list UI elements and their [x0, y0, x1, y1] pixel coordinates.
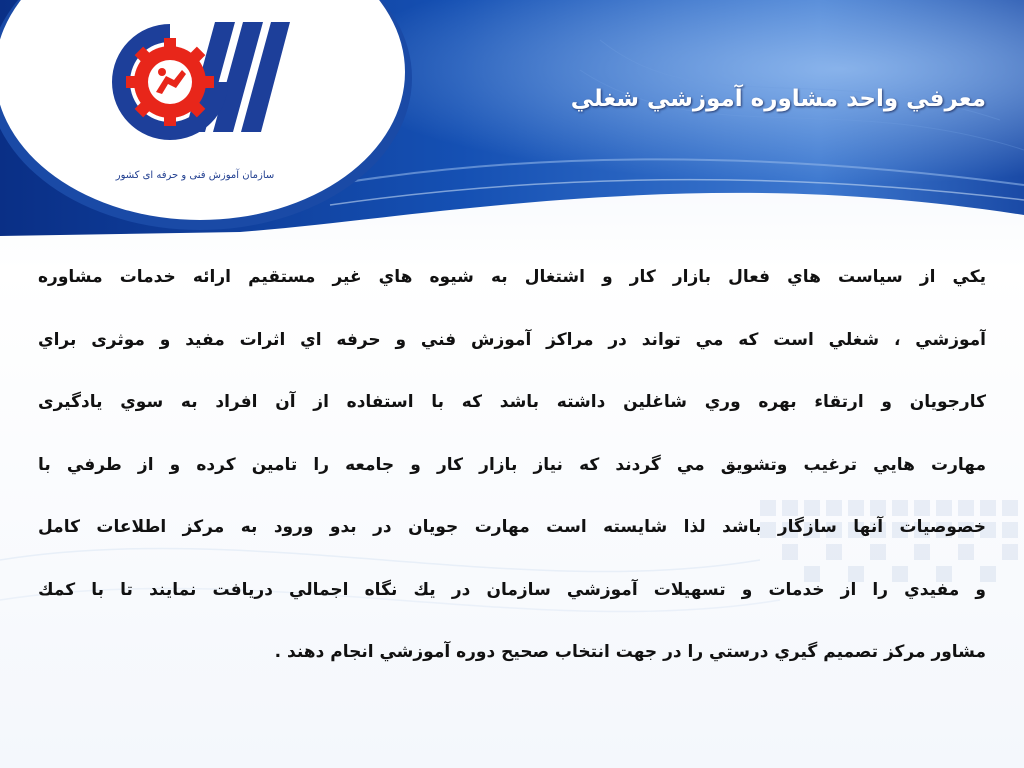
body-paragraph: [38, 246, 986, 684]
paragraph-line: مهارت هايي ترغيب وتشويق مي گردند كه نياز بازار كار و جامعه را تامين كرده و از طرفي با: [38, 454, 986, 475]
paragraph-line: و مفيدي را از خدمات و تسهيلات آموزشي سازمان در يك نگاه اجمالي دريافت نمايند تا با كمك: [38, 579, 986, 600]
organization-logo-icon: [110, 22, 290, 162]
paragraph-line: مشاور مركز تصميم گيري درستي را در جهت انتخاب صحيح دوره آموزشي انجام دهند .: [274, 642, 986, 662]
organization-name: سازمان آموزش فنی و حرفه ای کشور: [115, 170, 275, 181]
paragraph-line: يكي از سياست هاي فعال بازار كار و اشتغال به شيوه هاي غير مستقيم ارائه خدمات مشاوره: [38, 267, 986, 287]
paragraph-line: خصوصيات آنها سازگار باشد لذا شايسته است مهارت جويان در بدو ورود به مركز اطلاعات كامل: [38, 517, 986, 537]
paragraph-line: كارجويان و ارتقاء بهره وري شاغلين داشته باشد كه با استفاده از آن افراد به سوي يادگيری: [38, 392, 986, 412]
paragraph-line: آموزشي ، شغلي است كه مي تواند در مراكز آموزش فني و حرفه اي اثرات مفيد و موثری براي: [38, 329, 986, 350]
slide-title: معرفي واحد مشاوره آموزشي شغلي: [570, 86, 986, 112]
